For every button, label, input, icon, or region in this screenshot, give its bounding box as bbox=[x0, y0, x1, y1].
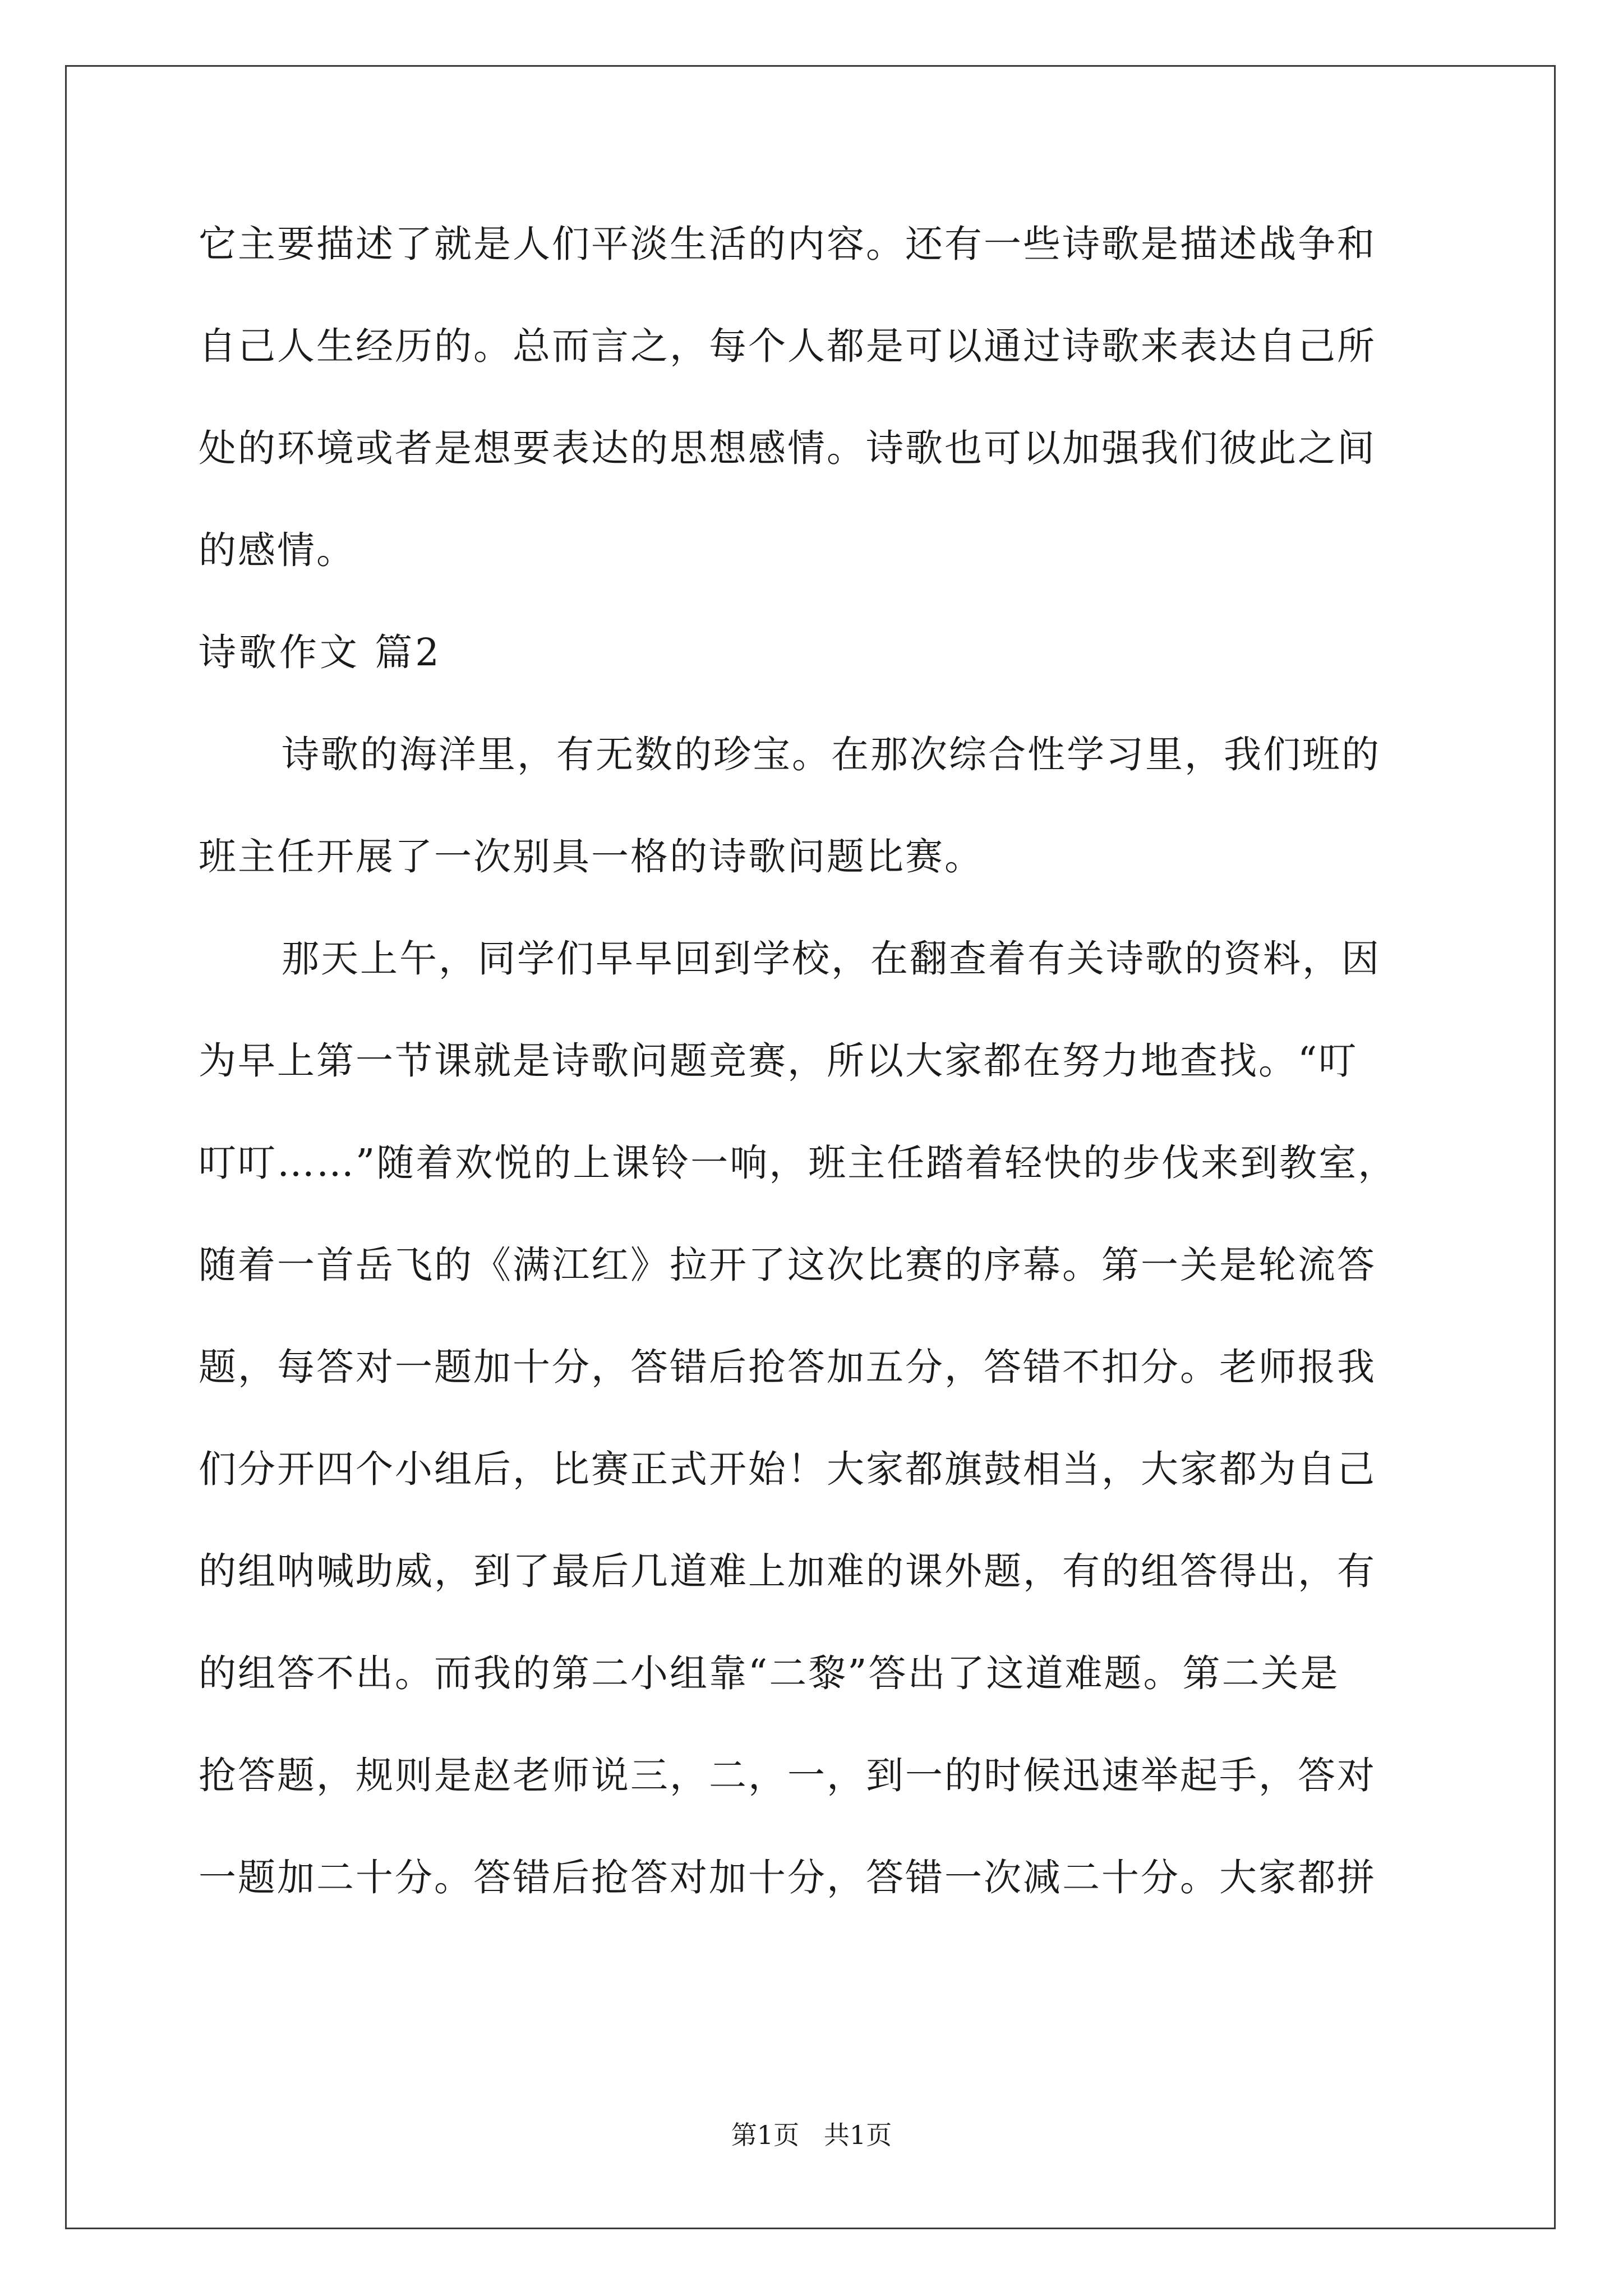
text-line: 班主任开展了一次别具一格的诗歌问题比赛。 bbox=[199, 835, 984, 878]
text-line: 的组答不出。而我的第二小组靠“二黎”答出了这道难题。第二关是 bbox=[199, 1651, 1340, 1695]
text-line: 的感情。 bbox=[199, 528, 356, 572]
text-line: 诗歌的海洋里，有无数的珍宝。在那次综合性学习里，我们班的 bbox=[282, 733, 1381, 776]
document-body bbox=[199, 210, 1427, 1946]
text-line: 抢答题，规则是赵老师说三，二，一，到一的时候迅速举起手，答对 bbox=[199, 1754, 1376, 1797]
text-line: 叮叮……”随着欢悦的上课铃一响，班主任踏着轻快的步伐来到教室， bbox=[199, 1141, 1398, 1185]
text-line: 们分开四个小组后，比赛正式开始！大家都旗鼓相当，大家都为自己 bbox=[199, 1447, 1376, 1491]
page-footer: 第1页 共1页 bbox=[731, 2120, 892, 2150]
text-line: 它主要描述了就是人们平淡生活的内容。还有一些诗歌是描述战争和 bbox=[199, 222, 1376, 266]
text-line: 为早上第一节课就是诗歌问题竞赛，所以大家都在努力地查找。“叮 bbox=[199, 1039, 1358, 1083]
text-line: 一题加二十分。答错后抢答对加十分，答错一次减二十分。大家都拼 bbox=[199, 1856, 1376, 1899]
text-line: 随着一首岳飞的《满江红》拉开了这次比赛的序幕。第一关是轮流答 bbox=[199, 1243, 1376, 1287]
text-line: 那天上午，同学们早早回到学校，在翻查着有关诗歌的资料，因 bbox=[282, 937, 1381, 981]
text-line: 处的环境或者是想要表达的思想感情。诗歌也可以加强我们彼此之间 bbox=[199, 426, 1376, 470]
text-line: 题，每答对一题加十分，答错后抢答加五分，答错不扣分。老师报我 bbox=[199, 1345, 1376, 1389]
section-heading: 诗歌作文 篇2 bbox=[199, 631, 442, 674]
text-line: 的组呐喊助威，到了最后几道难上加难的课外题，有的组答得出，有 bbox=[199, 1549, 1376, 1593]
text-line: 自己人生经历的。总而言之，每个人都是可以通过诗歌来表达自己所 bbox=[199, 324, 1376, 368]
